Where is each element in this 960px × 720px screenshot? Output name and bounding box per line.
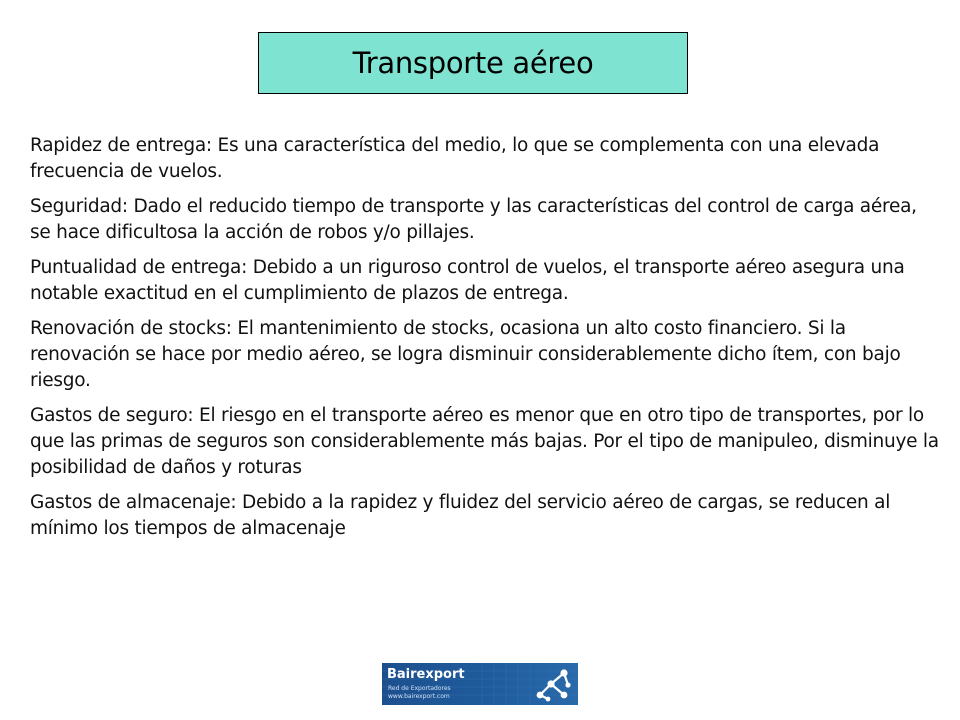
logo-name: Bairexport [387,667,465,682]
paragraph-gastos-almacenaje: Gastos de almacenaje: Debido a la rapidez y fluidez del servicio aéreo de cargas, se reducen al mínimo los tiempos de almacenaje [30,492,891,539]
slide-title: Transporte aéreo [352,46,594,80]
slide-body [30,133,940,551]
paragraph-rapidez: Rapidez de entrega: Es una característica del medio, lo que se complementa con una elevada frecuencia de vuelos. [30,135,880,182]
logo-tagline: Red de Exportadores [388,685,451,692]
paragraph-puntualidad: Puntualidad de entrega: Debido a un riguroso control de vuelos, el transporte aéreo asegura una notable exactitud en el cumplimiento de plazos de entrega. [30,257,905,304]
network-nodes-icon [534,665,574,703]
paragraph-gastos-seguro: Gastos de seguro: El riesgo en el transporte aéreo es menor que en otro tipo de transportes, por lo que las primas de seguros son considerablemente más bajas. Por el tipo de manipuleo, disminuye la posibilidad de daños y roturas [30,405,939,478]
paragraph-renovacion: Renovación de stocks: El mantenimiento de stocks, ocasiona un alto costo financiero. Si la renovación se hace por medio aéreo, se logra disminuir considerablemente dicho ítem, con bajo riesgo. [30,318,901,391]
logo-url: www.bairexport.com [388,693,450,700]
bairexport-logo [382,663,578,705]
paragraph-seguridad: Seguridad: Dado el reducido tiempo de transporte y las características del control de carga aérea, se hace dificultosa la acción de robos y/o pillajes. [30,196,917,243]
title-box [258,32,688,94]
